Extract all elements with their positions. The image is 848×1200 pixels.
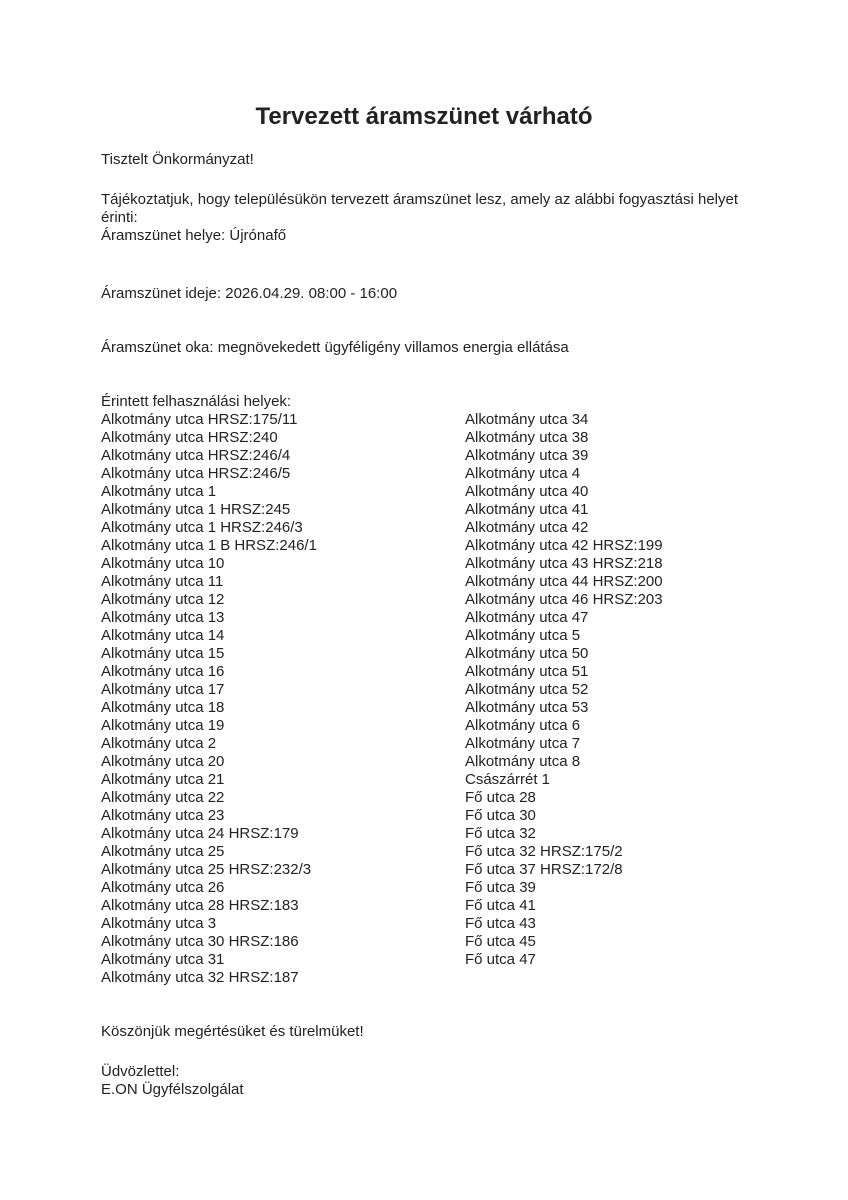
- address-item: Fő utca 32: [465, 825, 536, 842]
- address-item: Fő utca 32 HRSZ:175/2: [465, 843, 623, 860]
- address-item: Alkotmány utca 3: [101, 915, 217, 932]
- address-item: Alkotmány utca 42 HRSZ:199: [465, 537, 663, 554]
- address-item: Alkotmány utca 39: [465, 447, 589, 464]
- affected-heading: Érintett felhasználási helyek:: [101, 393, 292, 410]
- address-item: Alkotmány utca 4: [465, 465, 581, 482]
- address-item: Alkotmány utca 26: [101, 879, 225, 896]
- address-item: Alkotmány utca 1 HRSZ:246/3: [101, 519, 303, 536]
- greeting: Tisztelt Önkormányzat!: [101, 151, 254, 168]
- address-item: Alkotmány utca 22: [101, 789, 225, 806]
- address-item: Fő utca 28: [465, 789, 536, 806]
- address-item: Alkotmány utca 20: [101, 753, 225, 770]
- address-item: Alkotmány utca 10: [101, 555, 225, 572]
- address-item: Alkotmány utca 2: [101, 735, 217, 752]
- address-item: Alkotmány utca 1 HRSZ:245: [101, 501, 291, 518]
- address-item: Alkotmány utca 44 HRSZ:200: [465, 573, 663, 590]
- address-item: Alkotmány utca 52: [465, 681, 589, 698]
- address-item: Alkotmány utca 51: [465, 663, 589, 680]
- address-item: Alkotmány utca HRSZ:246/5: [101, 465, 291, 482]
- address-item: Alkotmány utca 8: [465, 753, 581, 770]
- address-list-left: [101, 411, 451, 987]
- address-item: Alkotmány utca 32 HRSZ:187: [101, 969, 299, 986]
- thanks-text: Köszönjük megértésüket és türelmüket!: [101, 1023, 364, 1040]
- address-item: Alkotmány utca 50: [465, 645, 589, 662]
- address-item: Alkotmány utca 14: [101, 627, 225, 644]
- address-item: Alkotmány utca 30 HRSZ:186: [101, 933, 299, 950]
- address-item: Császárrét 1: [465, 771, 551, 788]
- address-item: Alkotmány utca HRSZ:240: [101, 429, 278, 446]
- address-item: Alkotmány utca HRSZ:175/11: [101, 411, 298, 428]
- address-item: Alkotmány utca 23: [101, 807, 225, 824]
- address-item: Fő utca 45: [465, 933, 536, 950]
- address-item: Alkotmány utca 17: [101, 681, 225, 698]
- address-item: Fő utca 41: [465, 897, 536, 914]
- address-item: Alkotmány utca 42: [465, 519, 589, 536]
- address-item: Alkotmány utca 18: [101, 699, 225, 716]
- closing-text: Üdvözlettel:: [101, 1063, 180, 1080]
- address-item: Alkotmány utca 24 HRSZ:179: [101, 825, 299, 842]
- address-item: Alkotmány utca 19: [101, 717, 225, 734]
- address-item: Alkotmány utca 13: [101, 609, 225, 626]
- address-item: Alkotmány utca 16: [101, 663, 225, 680]
- address-item: Fő utca 47: [465, 951, 536, 968]
- outage-location: Áramszünet helye: Újrónafő: [101, 227, 287, 244]
- address-item: Alkotmány utca 1: [101, 483, 217, 500]
- address-item: Fő utca 37 HRSZ:172/8: [465, 861, 623, 878]
- intro-text: Tájékoztatjuk, hogy településükön tervezett áramszünet lesz, amely az alábbi fogyasztási helyet érinti:: [101, 191, 739, 226]
- address-item: Alkotmány utca 15: [101, 645, 225, 662]
- address-item: Alkotmány utca 31: [101, 951, 225, 968]
- address-item: Alkotmány utca 6: [465, 717, 581, 734]
- address-item: Alkotmány utca 38: [465, 429, 589, 446]
- address-item: Fő utca 43: [465, 915, 536, 932]
- address-item: Alkotmány utca 47: [465, 609, 589, 626]
- address-item: Alkotmány utca 11: [101, 573, 224, 590]
- address-item: Alkotmány utca 43 HRSZ:218: [465, 555, 663, 572]
- address-item: Alkotmány utca 7: [465, 735, 581, 752]
- outage-time: Áramszünet ideje: 2026.04.29. 08:00 - 16:00: [101, 285, 398, 302]
- address-list-right: [465, 411, 815, 969]
- address-item: Alkotmány utca 25: [101, 843, 225, 860]
- address-item: Alkotmány utca 46 HRSZ:203: [465, 591, 663, 608]
- address-item: Alkotmány utca HRSZ:246/4: [101, 447, 291, 464]
- address-item: Alkotmány utca 34: [465, 411, 589, 428]
- signature: E.ON Ügyfélszolgálat: [101, 1081, 244, 1098]
- address-item: Fő utca 30: [465, 807, 536, 824]
- address-item: Fő utca 39: [465, 879, 536, 896]
- address-item: Alkotmány utca 40: [465, 483, 589, 500]
- address-item: Alkotmány utca 5: [465, 627, 581, 644]
- address-item: Alkotmány utca 53: [465, 699, 589, 716]
- address-item: Alkotmány utca 25 HRSZ:232/3: [101, 861, 312, 878]
- address-item: Alkotmány utca 1 B HRSZ:246/1: [101, 537, 317, 554]
- page-title: Tervezett áramszünet várható: [255, 103, 593, 130]
- address-item: Alkotmány utca 21: [101, 771, 225, 788]
- outage-reason: Áramszünet oka: megnövekedett ügyféligény villamos energia ellátása: [101, 339, 569, 356]
- address-item: Alkotmány utca 28 HRSZ:183: [101, 897, 299, 914]
- address-item: Alkotmány utca 41: [465, 501, 589, 518]
- address-item: Alkotmány utca 12: [101, 591, 225, 608]
